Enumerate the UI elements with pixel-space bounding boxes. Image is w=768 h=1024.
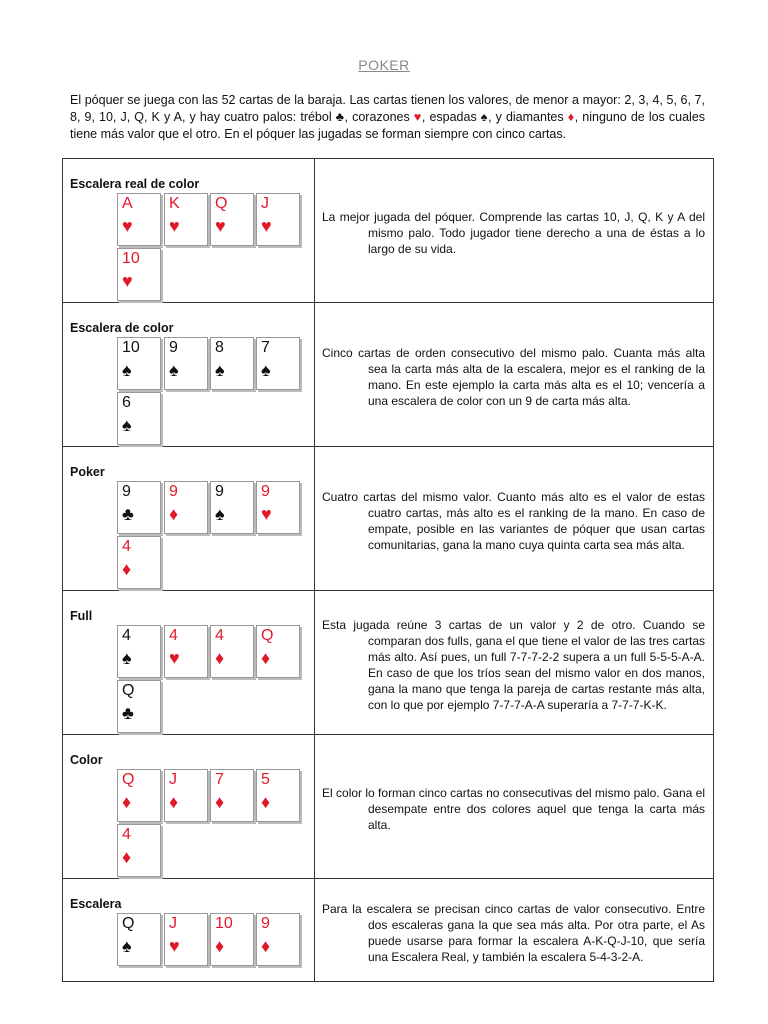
card-rank: 10 bbox=[122, 339, 140, 356]
clubs-icon: ♣ bbox=[335, 110, 345, 124]
intro-text-1: El póquer se juega con las 52 cartas de la baraja. Las cartas tienen los valores, de menor a mayor: 2, 3, 4, 5, 6, 7, 8, 9, 10, J, Q, K y A, y hay cuatro palos: trébol bbox=[70, 93, 705, 124]
card-suit-icon: ♥ bbox=[169, 936, 180, 956]
card-suit-icon: ♦ bbox=[169, 504, 179, 524]
card-rank: 9 bbox=[261, 483, 270, 500]
card-rank: J bbox=[169, 915, 177, 932]
playing-card bbox=[117, 536, 161, 589]
intro-text-2: , corazones bbox=[344, 110, 414, 124]
hand-cards-cell bbox=[63, 879, 315, 982]
card-suit-icon: ♥ bbox=[261, 216, 272, 236]
hand-description-cell bbox=[315, 735, 714, 879]
intro-paragraph bbox=[70, 92, 705, 143]
card-suit-icon: ♠ bbox=[122, 936, 132, 956]
hand-cards-cell bbox=[63, 591, 315, 735]
card-suit-icon: ♦ bbox=[169, 792, 179, 812]
hand-cards-cell bbox=[63, 447, 315, 591]
card-suit-icon: ♦ bbox=[261, 936, 271, 956]
playing-card bbox=[210, 769, 254, 822]
playing-card bbox=[117, 481, 161, 534]
playing-card bbox=[117, 392, 161, 445]
card-rank: 9 bbox=[261, 915, 270, 932]
card-rank: 8 bbox=[215, 339, 224, 356]
card-rank: Q bbox=[215, 195, 228, 212]
card-suit-icon: ♠ bbox=[215, 504, 225, 524]
playing-card bbox=[117, 337, 161, 390]
card-rank: Q bbox=[122, 915, 135, 932]
card-suit-icon: ♥ bbox=[261, 504, 272, 524]
playing-card bbox=[256, 769, 300, 822]
card-rank: 7 bbox=[261, 339, 270, 356]
playing-card bbox=[256, 913, 300, 966]
card-rank: 4 bbox=[215, 627, 224, 644]
card-rank: 4 bbox=[122, 826, 131, 843]
card-rank: J bbox=[169, 771, 177, 788]
card-suit-icon: ♠ bbox=[122, 360, 132, 380]
card-suit-icon: ♦ bbox=[261, 648, 271, 668]
card-rank: 7 bbox=[215, 771, 224, 788]
hand-cards-cell bbox=[63, 159, 315, 303]
playing-card bbox=[117, 193, 161, 246]
card-suit-icon: ♦ bbox=[261, 792, 271, 812]
playing-card bbox=[164, 337, 208, 390]
playing-card bbox=[164, 481, 208, 534]
hand-name: Poker bbox=[70, 465, 105, 479]
playing-card bbox=[210, 193, 254, 246]
playing-card bbox=[164, 769, 208, 822]
hand-description-cell bbox=[315, 159, 714, 303]
card-rank: 6 bbox=[122, 394, 131, 411]
hand-name: Escalera de color bbox=[70, 321, 174, 335]
card-rank: 4 bbox=[122, 538, 131, 555]
page-title: POKER bbox=[358, 57, 410, 73]
playing-card bbox=[117, 680, 161, 733]
playing-card bbox=[164, 913, 208, 966]
hand-description: El color lo forman cinco cartas no consecutivas del mismo palo. Gana el desempate entre dos colores aquel que tenga la carta más alta. bbox=[322, 786, 705, 832]
spades-icon: ♠ bbox=[480, 110, 489, 124]
card-rank: 9 bbox=[122, 483, 131, 500]
hand-row bbox=[63, 303, 714, 447]
card-suit-icon: ♣ bbox=[122, 703, 134, 723]
playing-card bbox=[117, 913, 161, 966]
hand-row bbox=[63, 879, 714, 982]
card-rank: 9 bbox=[169, 483, 178, 500]
playing-card bbox=[117, 824, 161, 877]
hand-description-cell bbox=[315, 303, 714, 447]
card-suit-icon: ♥ bbox=[169, 648, 180, 668]
playing-card bbox=[117, 248, 161, 301]
card-suit-icon: ♦ bbox=[122, 792, 132, 812]
card-rank: A bbox=[122, 195, 133, 212]
card-suit-icon: ♠ bbox=[122, 648, 132, 668]
card-rank: 4 bbox=[169, 627, 178, 644]
playing-card bbox=[210, 337, 254, 390]
playing-card bbox=[256, 625, 300, 678]
playing-card bbox=[117, 769, 161, 822]
card-rank: 9 bbox=[169, 339, 178, 356]
card-rank: 10 bbox=[215, 915, 233, 932]
hearts-icon: ♥ bbox=[413, 110, 422, 124]
hand-name: Escalera bbox=[70, 897, 122, 911]
playing-card bbox=[210, 625, 254, 678]
hand-description: Esta jugada reúne 3 cartas de un valor y 2 de otro. Cuando se comparan dos fulls, gana el que tiene el valor de las tres cartas más alto. Así pues, un full 7-7-7-2-2 supera a un full 5-5-5-A-A. En caso de que los tríos sean del mismo valor en dos manos, gana la mano que tenga la pareja de cartas restante más alta, con lo que por ejemplo 7-7-7-A-A superaría a 7-7-7-K-K. bbox=[322, 618, 705, 712]
hand-description-cell bbox=[315, 879, 714, 982]
card-suit-icon: ♣ bbox=[122, 504, 134, 524]
card-suit-icon: ♥ bbox=[122, 216, 133, 236]
card-rank: J bbox=[261, 195, 269, 212]
intro-text-5: , ninguno de los cuales tiene más valor que el otro. En el póquer las jugadas se forman siempre con cinco cartas. bbox=[70, 110, 706, 141]
playing-card bbox=[164, 193, 208, 246]
card-suit-icon: ♠ bbox=[261, 360, 271, 380]
hand-description-cell bbox=[315, 591, 714, 735]
playing-card bbox=[210, 481, 254, 534]
hand-description: Para la escalera se precisan cinco cartas de valor consecutivo. Entre dos escaleras gana la que sea más alta. Por otra parte, el As puede usarse para formar la escalera A-K-Q-J-10, que sería una Escalera Real, y también la escalera 5-4-3-2-A. bbox=[322, 901, 705, 964]
hands-table bbox=[62, 158, 714, 982]
playing-card bbox=[164, 625, 208, 678]
diamonds-icon: ♦ bbox=[567, 110, 575, 124]
card-rank: K bbox=[169, 195, 180, 212]
card-suit-icon: ♦ bbox=[215, 648, 225, 668]
hand-description-cell bbox=[315, 447, 714, 591]
card-rank: 9 bbox=[215, 483, 224, 500]
card-suit-icon: ♠ bbox=[215, 360, 225, 380]
card-suit-icon: ♠ bbox=[122, 415, 132, 435]
card-suit-icon: ♦ bbox=[215, 936, 225, 956]
card-suit-icon: ♠ bbox=[169, 360, 179, 380]
card-rank: Q bbox=[261, 627, 274, 644]
intro-text-3: , espadas bbox=[421, 110, 481, 124]
card-rank: 5 bbox=[261, 771, 270, 788]
card-rank: Q bbox=[122, 682, 135, 699]
playing-card bbox=[117, 625, 161, 678]
hand-name: Color bbox=[70, 753, 103, 767]
card-suit-icon: ♥ bbox=[169, 216, 180, 236]
playing-card bbox=[210, 913, 254, 966]
hand-name: Escalera real de color bbox=[70, 177, 200, 191]
playing-card bbox=[256, 337, 300, 390]
hand-cards-cell bbox=[63, 303, 315, 447]
hand-row bbox=[63, 735, 714, 879]
playing-card bbox=[256, 193, 300, 246]
card-suit-icon: ♦ bbox=[122, 559, 132, 579]
hand-row bbox=[63, 159, 714, 303]
card-suit-icon: ♦ bbox=[122, 847, 132, 867]
card-suit-icon: ♦ bbox=[215, 792, 225, 812]
hand-name: Full bbox=[70, 609, 93, 623]
card-suit-icon: ♥ bbox=[122, 271, 133, 291]
card-rank: 4 bbox=[122, 627, 131, 644]
hand-description: Cuatro cartas del mismo valor. Cuanto más alto es el valor de estas cuatro cartas, más alto es el ranking de la mano. En caso de empate, posible en las variantes de póquer que usan cartas comunitarias, gana la mano cuya quinta carta sea más alta. bbox=[322, 490, 705, 552]
hand-description: Cinco cartas de orden consecutivo del mismo palo. Cuanta más alta sea la carta más alta de la escalera, mejor es el ranking de la mano. En este ejemplo la carta más alta es el 10; vencería a una escalera de color con un 9 de carta más alta. bbox=[322, 346, 705, 408]
card-suit-icon: ♥ bbox=[215, 216, 226, 236]
intro-text-4: , y diamantes bbox=[488, 110, 568, 124]
hand-row bbox=[63, 591, 714, 735]
hand-row bbox=[63, 447, 714, 591]
playing-card bbox=[256, 481, 300, 534]
hand-description: La mejor jugada del póquer. Comprende las cartas 10, J, Q, K y A del mismo palo. Todo jugador tiene derecho a una de éstas a lo largo de su vida. bbox=[322, 210, 705, 256]
hand-cards-cell bbox=[63, 735, 315, 879]
card-rank: 10 bbox=[122, 250, 140, 267]
card-rank: Q bbox=[122, 771, 135, 788]
